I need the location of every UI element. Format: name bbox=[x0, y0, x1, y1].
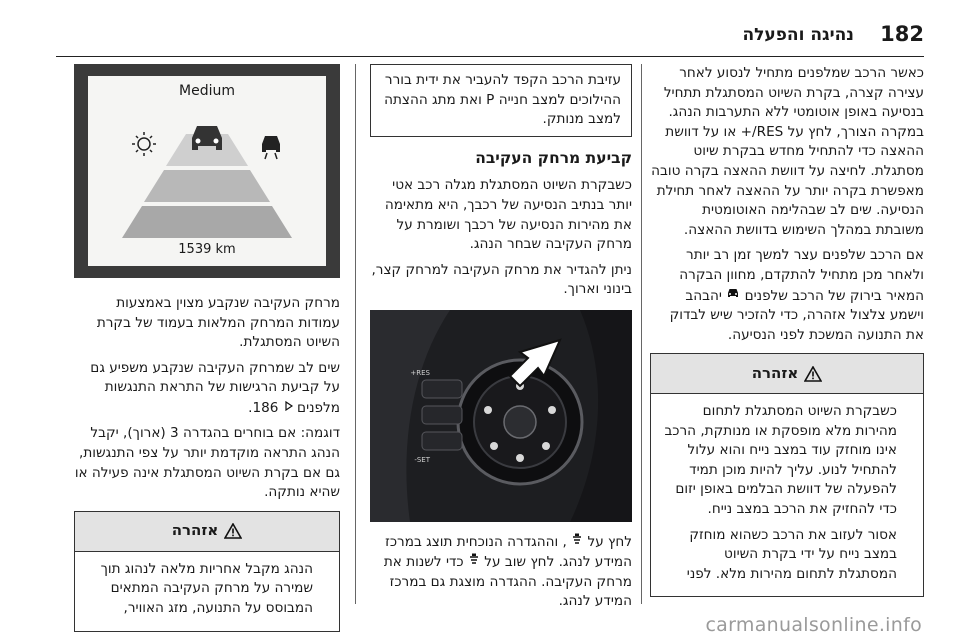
warning-box-right bbox=[650, 353, 924, 597]
continued-warning-box bbox=[370, 64, 632, 137]
driver-display-figure bbox=[74, 64, 340, 278]
warning-paragraph-1: כשבקרת השיוט המסתגלת לתחום מהירות מלא מופסקת או מנותקת, הרכב אינו מוחזק עוד במצב נייח והוא עלול להתחיל לנוע. עליך להיות מוכן תמיד להפעלה של דוושת הבלמים באופן יזום כדי להחזיק את הרכב במצב נייח. bbox=[664, 403, 897, 518]
mid-paragraph-3b: , וההגדרה הנוכחית תוצג במרכז המידע לנהג. לחץ שוב על bbox=[385, 533, 632, 571]
mid-paragraph-3 bbox=[370, 532, 632, 612]
left-paragraph-1: מרחק העקיבה שנקבע מצוין באמצעות עמודות המרחק המלאות בעמוד של בקרת השיוט המסתגלת. bbox=[96, 295, 340, 351]
odometer-readout: 1539 km bbox=[178, 242, 236, 258]
steering-wheel-photo bbox=[370, 310, 632, 522]
warning-paragraph-2: אסור לעזוב את הרכב כשהוא מוחזק במצב נייח על ידי בקרת השיוט המסתגלת לתחום מהירות מלא. לפני bbox=[686, 526, 897, 582]
warning-title-left: אזהרה bbox=[171, 521, 219, 540]
left-column bbox=[74, 64, 340, 632]
column-divider-left bbox=[355, 64, 356, 604]
warning-triangle-icon bbox=[224, 523, 242, 539]
warning-title: אזהרה bbox=[751, 363, 799, 382]
follow-distance-icon-2 bbox=[468, 552, 480, 572]
warning-box-left bbox=[74, 511, 340, 632]
left-paragraph-3: דוגמה: אם בוחרים בהגדרה 3 (ארוך), יקבל הנהג התראה מוקדמת יותר על צפי התנגשות, גם אם בקרת השיוט המסתגלת אינה פעילה או שהיא נותקה. bbox=[74, 425, 340, 501]
mid-paragraph-3a: לחץ על bbox=[587, 533, 632, 550]
left-paragraph-2a: שים לב שמרחק העקיבה שנקבע משפיע גם על קביעת הרגישות של התראת התנגשות מלפנים bbox=[90, 359, 340, 416]
car-ahead-icon bbox=[726, 286, 740, 306]
mid-paragraph-3c: כדי לשנות את מרחק העקיבה. ההגדרה מוצגת גם במרכז המידע לנהג. bbox=[383, 554, 632, 610]
warning-body-left bbox=[75, 552, 339, 631]
header-rule bbox=[56, 56, 924, 57]
right-paragraph-2a: אם הרכב שלפנים עצר למשך זמן רב יותר ולאחר מכן מתחיל להתקדם, מחוון הבקרה המאיר בירוק של הרכב שלפנים bbox=[679, 247, 924, 304]
left-paragraph-2 bbox=[74, 359, 340, 419]
column-divider-right bbox=[641, 64, 642, 604]
middle-column bbox=[370, 64, 632, 618]
warning-left-paragraph-1: הנהג מקבל אחריות מלאה לנהוג תוך שמירה על מרחק העקיבה המתאים המבוסס על התנועה, מזג האוויר, bbox=[100, 560, 313, 616]
section-title: קביעת מרחק העקיבה bbox=[475, 148, 632, 167]
mid-paragraph-1: כשבקרת השיוט המסתגלת מגלה רכב אטי יותר בנתיב הנסיעה של רכבך, היא מתאימה את מהירות הנסיעה של רכבך ושומרת על מרחק העקיבה שבחר הנהג. bbox=[384, 177, 632, 253]
left-paragraph-2b: 186. bbox=[248, 399, 279, 416]
right-column bbox=[650, 64, 924, 597]
warning-header-left bbox=[75, 512, 339, 552]
follow-distance-icon bbox=[571, 532, 583, 552]
mid-paragraph-2: ניתן להגדיר את מרחק העקיבה למרחק קצר, בינוני וארוך. bbox=[371, 261, 632, 298]
set-label: SET- bbox=[414, 455, 430, 464]
warning-triangle-icon bbox=[804, 366, 822, 382]
page-number: 182 bbox=[880, 22, 924, 46]
warning-body bbox=[651, 394, 923, 596]
page-header bbox=[56, 22, 924, 48]
page-reference-arrow-icon bbox=[283, 398, 293, 418]
watermark: carmanualsonline.info bbox=[705, 614, 922, 636]
display-screen bbox=[88, 76, 326, 266]
right-paragraph-2 bbox=[650, 246, 924, 345]
warning-header bbox=[651, 354, 923, 394]
right-paragraph-1: כאשר הרכב שמלפנים מתחיל לנסוע לאחר עצירה קצרה, בקרת השיוט המסתגלת תתחיל בנסיעה באופן אוטומטי ללא התערבות הנהג. במקרה הצורך, לחץ על RES/+ או על דוושת ההאצה כדי להתחיל מחדש בבקרת שיוט מסתגלת. לחיצה על דוושת ההאצה בקרה טובה מאפשרת בקרה יותר על ההאצה לאחר תחילת הנסיעה. שים לב שבהלימה האוטומטית משובתת במהלך השימוש בדוושת ההאצה. bbox=[651, 65, 924, 238]
continued-warning-text: עזיבת הרכב הקפד להעביר את ידית בורר ההילוכים למצב חנייה P ואת מתג ההצתה למצב מנותק. bbox=[384, 72, 621, 128]
res-label: RES+ bbox=[410, 368, 430, 377]
chapter-title: נהיגה והפעלה bbox=[742, 25, 854, 45]
right-paragraph-2b: יהבהב וישמע צלצול אזהרה, כדי להזכיר שיש לבדוק את התנועה המשכת לפני הנסיעה. bbox=[669, 287, 924, 343]
gap-setting-label: Medium bbox=[179, 83, 235, 99]
